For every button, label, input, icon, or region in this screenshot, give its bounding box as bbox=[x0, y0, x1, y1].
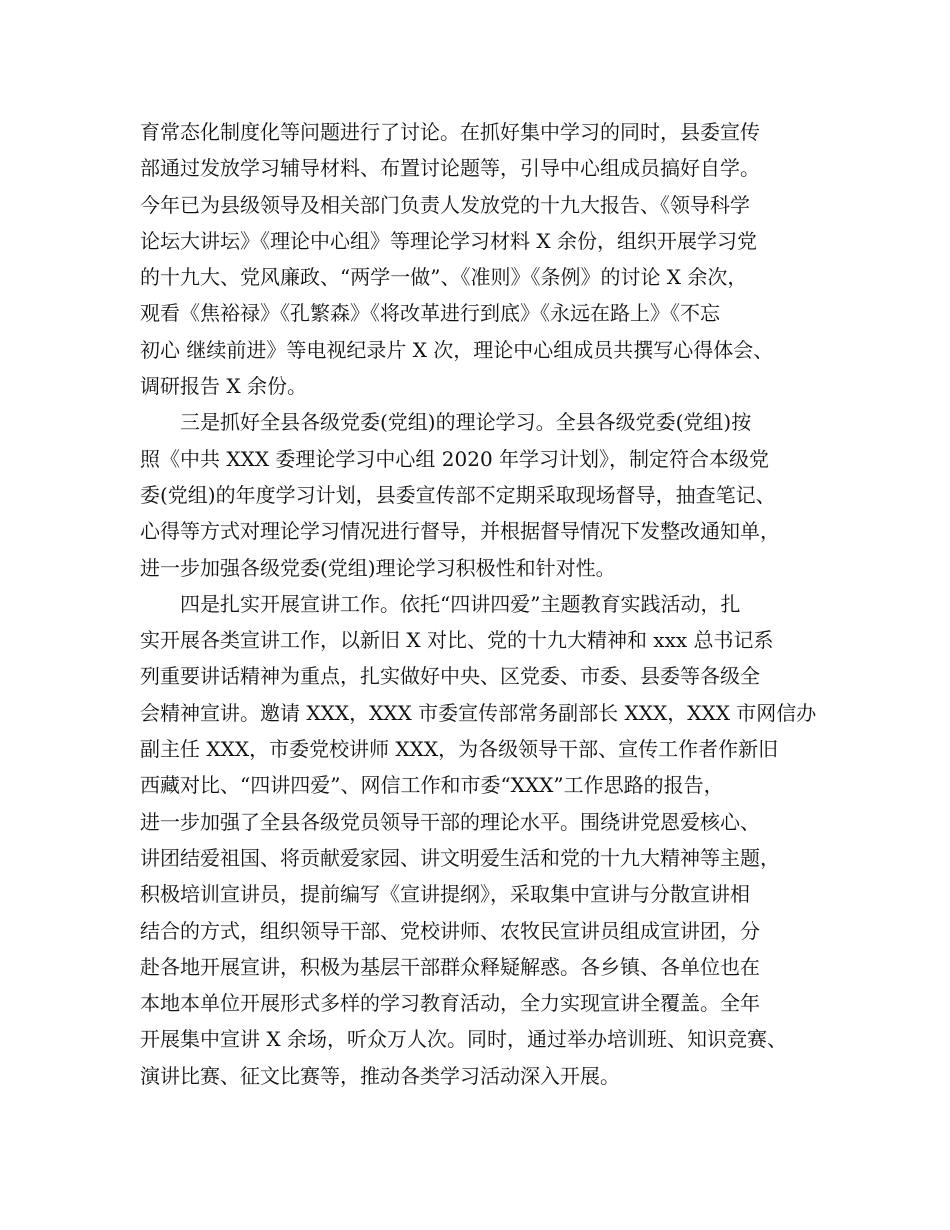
text-line: 初心 继续前进》等电视纪录片 X 次，理论中心组成员共撰写心得体会、 bbox=[140, 337, 774, 362]
document-body bbox=[140, 114, 830, 1094]
text-line: 今年已为县级领导及相关部门负责人发放党的十九大报告、《领导科学 bbox=[140, 192, 750, 217]
text-line: 本地本单位开展形式多样的学习教育活动，全力实现宣讲全覆盖。全年 bbox=[140, 991, 760, 1016]
text-line: 育常态化制度化等问题进行了讨论。在抓好集中学习的同时，县委宣传 bbox=[140, 120, 760, 144]
text-line: 演讲比赛、征文比赛等，推动各类学习活动深入开展。 bbox=[140, 1063, 620, 1088]
text-line: 论坛大讲坛》《理论中心组》等理论学习材料 X 余份，组织开展学习党 bbox=[140, 228, 757, 253]
text-line: 委(党组)的年度学习计划，县委宣传部不定期采取现场督导，抽查笔记、 bbox=[140, 482, 776, 507]
text-line: 开展集中宣讲 X 余场，听众万人次。同时，通过举办培训班、知识竞赛、 bbox=[140, 1027, 787, 1052]
text-line: 会精神宣讲。邀请 XXX，XXX 市委宣传部常务副部长 XXX，XXX 市网信办 bbox=[140, 700, 817, 725]
text-line: 观看《焦裕禄》《孔繁森》《将改革进行到底》《永远在路上》《不忘 bbox=[140, 301, 720, 326]
text-line: 四是扎实开展宣讲工作。依托“四讲四爱”主题教育实践活动，扎 bbox=[140, 591, 741, 616]
text-line: 积极培训宣讲员，提前编写《宣讲提纲》，采取集中宣讲与分散宣讲相 bbox=[140, 882, 750, 907]
paragraph-lecture-work bbox=[140, 586, 830, 1094]
text-line: 的十九大、党风廉政、“两学一做”、《准则》《条例》的讨论 X 余次， bbox=[140, 265, 748, 290]
text-line: 西藏对比、“四讲四爱”、网信工作和市委“XXX”工作思路的报告， bbox=[140, 773, 724, 798]
text-line: 进一步加强各级党委(党组)理论学习积极性和针对性。 bbox=[140, 555, 616, 580]
text-line: 结合的方式，组织领导干部、党校讲师、农牧民宣讲员组成宣讲团，分 bbox=[140, 918, 760, 943]
text-line: 讲团结爱祖国、将贡献爱家园、讲文明爱生活和党的十九大精神等主题， bbox=[140, 845, 780, 870]
text-line: 部通过发放学习辅导材料、布置讨论题等，引导中心组成员搞好自学。 bbox=[140, 156, 760, 181]
text-line: 调研报告 X 余份。 bbox=[140, 374, 307, 399]
text-line: 赴各地开展宣讲，积极为基层干部群众释疑解惑。各乡镇、各单位也在 bbox=[140, 954, 760, 979]
text-line: 心得等方式对理论学习情况进行督导，并根据督导情况下发整改通知单， bbox=[140, 519, 780, 544]
text-line: 实开展各类宣讲工作，以新旧 X 对比、党的十九大精神和 xxx 总书记系 bbox=[140, 628, 774, 653]
text-line: 进一步加强了全县各级党员领导干部的理论水平。围绕讲党恩爱核心、 bbox=[140, 809, 760, 834]
paragraph-study-materials bbox=[140, 114, 830, 404]
text-line: 列重要讲话精神为重点，扎实做好中央、区党委、市委、县委等各级全 bbox=[140, 664, 760, 689]
text-line: 照《中共 XXX 委理论学习中心组 2020 年学习计划》，制定符合本级党 bbox=[140, 446, 770, 471]
text-line: 三是抓好全县各级党委(党组)的理论学习。全县各级党委(党组)按 bbox=[140, 410, 752, 435]
text-line: 副主任 XXX，市委党校讲师 XXX，为各级领导干部、宣传工作者作新旧 bbox=[140, 737, 779, 762]
paragraph-party-committee-study bbox=[140, 404, 830, 585]
